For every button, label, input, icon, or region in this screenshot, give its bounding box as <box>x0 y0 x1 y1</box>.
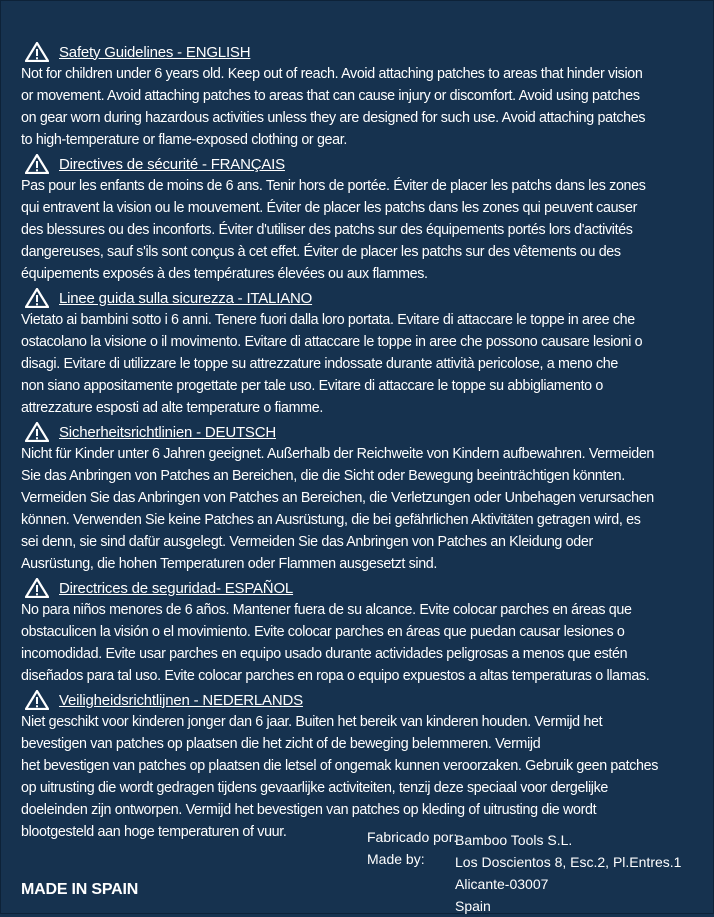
body-line: doeleinden zijn ontworpen. Vermijd het bevestigen van patches op kleding of uitrusting die wordt <box>21 802 597 818</box>
warning-triangle-icon <box>25 690 49 710</box>
section-heading-english <box>25 41 695 63</box>
body-line: to high-temperature or flame-exposed clothing or gear. <box>21 132 348 148</box>
safety-guidelines-content <box>21 41 695 845</box>
address-line-2: Alicante-03007 <box>455 876 549 892</box>
body-line: non siano appositamente progettate per tale uso. Evitare di attaccare le toppe su abbigliamento o <box>21 378 604 394</box>
made-by-label: Made by: <box>367 851 425 867</box>
manufacturer-address <box>455 829 681 917</box>
section-body-italiano <box>21 309 695 419</box>
body-line: Pas pour les enfants de moins de 6 ans. Tenir hors de portée. Éviter de placer les patchs dans les zones <box>21 178 646 194</box>
body-line: sei denn, sie sind dafür ausgelegt. Vermeiden Sie das Anbringen von Patches an Kleidung oder <box>21 534 593 550</box>
section-title: Directives de sécurité - FRANÇAIS <box>59 155 285 173</box>
section-title: Veiligheidsrichtlijnen - NEDERLANDS <box>59 691 303 709</box>
body-line: dangereuses, sauf s'ils sont conçus à cet effet. Éviter de placer les patchs sur des vêtements ou des <box>21 244 621 260</box>
warning-triangle-icon <box>25 422 49 442</box>
body-line: qui entravent la vision ou le mouvement. Éviter de placer les patchs dans les zones qui peuvent causer <box>21 200 637 216</box>
section-title: Directrices de seguridad- ESPAÑOL <box>59 579 294 597</box>
warning-triangle-icon <box>25 154 49 174</box>
section-heading-espanol <box>25 577 695 599</box>
body-line: Vietato ai bambini sotto i 6 anni. Tenere fuori dalla loro portata. Evitare di attaccare le toppe in aree che <box>21 312 635 328</box>
body-line: op uitrusting die wordt gedragen tijdens gevaarlijke activiteiten, tenzij deze speciaal voor dergelijke <box>21 780 609 796</box>
body-line: des blessures ou des inconforts. Éviter d'utiliser des patchs sur des équipements portés lors d'activités <box>21 222 633 238</box>
body-line: Nicht für Kinder unter 6 Jahren geeignet. Außerhalb der Reichweite von Kindern aufbewahren. Vermeiden <box>21 446 655 462</box>
section-heading-nederlands <box>25 689 695 711</box>
body-line: on gear worn during hazardous activities unless they are designed for such use. Avoid attaching patches <box>21 110 646 126</box>
section-heading-francais <box>25 153 695 175</box>
body-line: het bevestigen van patches op plaatsen die letsel of ongemak kunnen veroorzaken. Gebruik geen patches <box>21 758 659 774</box>
section-body-nederlands <box>21 711 695 843</box>
body-line: équipements exposés à des températures élevées ou aux flammes. <box>21 266 428 282</box>
body-line: or movement. Avoid attaching patches to areas that can cause injury or discomfort. Avoid using patches <box>21 88 640 104</box>
body-line: können. Verwenden Sie keine Patches an Ausrüstung, die bei gefährlichen Aktivitäten getragen wird, es <box>21 512 641 528</box>
body-line: Ausrüstung, die hohen Temperaturen oder Flammen ausgesetzt sind. <box>21 556 438 572</box>
body-line: Sie das Anbringen von Patches an Bereichen, die die Sicht oder Bewegung beeinträchtigen könnten. <box>21 468 625 484</box>
body-line: incomodidad. Evite usar parches en equipo usado durante actividades peligrosas a menos que estén <box>21 646 628 662</box>
address-country: Spain <box>455 898 491 914</box>
section-title: Safety Guidelines - ENGLISH <box>59 43 251 61</box>
made-in-spain-text: MADE IN SPAIN <box>21 881 139 898</box>
manufacturer-footer <box>1 827 714 915</box>
section-body-francais <box>21 175 695 285</box>
section-heading-italiano <box>25 287 695 309</box>
body-line: Niet geschikt voor kinderen jonger dan 6 jaar. Buiten het bereik van kinderen houden. Vermijd het <box>21 714 603 730</box>
section-body-deutsch <box>21 443 695 575</box>
section-heading-deutsch <box>25 421 695 443</box>
warning-triangle-icon <box>25 42 49 62</box>
body-line: ostacolano la visione o il movimento. Evitare di attaccare le toppe in aree che possono causare lesioni o <box>21 334 643 350</box>
section-body-english <box>21 63 695 151</box>
warning-triangle-icon <box>25 578 49 598</box>
body-line: attrezzature esposti ad alte temperature o fiamme. <box>21 400 323 416</box>
section-title: Sicherheitsrichtlinien - DEUTSCH <box>59 423 276 441</box>
manufactured-by-label: Fabricado por: <box>367 829 458 845</box>
body-line: disagi. Evitare di utilizzare le toppe su attrezzature indossate durante attività pericolose, a meno che <box>21 356 618 372</box>
warning-triangle-icon <box>25 288 49 308</box>
body-line: diseñados para tal uso. Evite colocar parches en ropa o equipo expuestos a altas temperaturas o llamas. <box>21 668 650 684</box>
body-line: No para niños menores de 6 años. Mantener fuera de su alcance. Evite colocar parches en áreas que <box>21 602 632 618</box>
body-line: blootgesteld aan hoge temperaturen of vuur. <box>21 824 287 840</box>
body-line: Vermeiden Sie das Anbringen von Patches an Bereichen, die Verletzungen oder Unbehagen verursachen <box>21 490 654 506</box>
section-body-espanol <box>21 599 695 687</box>
body-line: Not for children under 6 years old. Keep out of reach. Avoid attaching patches to areas that hinder vision <box>21 66 643 82</box>
section-title: Linee guida sulla sicurezza - ITALIANO <box>59 289 313 307</box>
body-line: obstaculicen la visión o el movimiento. Evite colocar parches en áreas que puedan causar lesiones o <box>21 624 625 640</box>
company-name: Bamboo Tools S.L. <box>455 832 573 848</box>
address-line-1: Los Doscientos 8, Esc.2, Pl.Entres.1 <box>455 854 682 870</box>
body-line: bevestigen van patches op plaatsen die het zicht of de beweging belemmeren. Vermijd <box>21 736 541 752</box>
